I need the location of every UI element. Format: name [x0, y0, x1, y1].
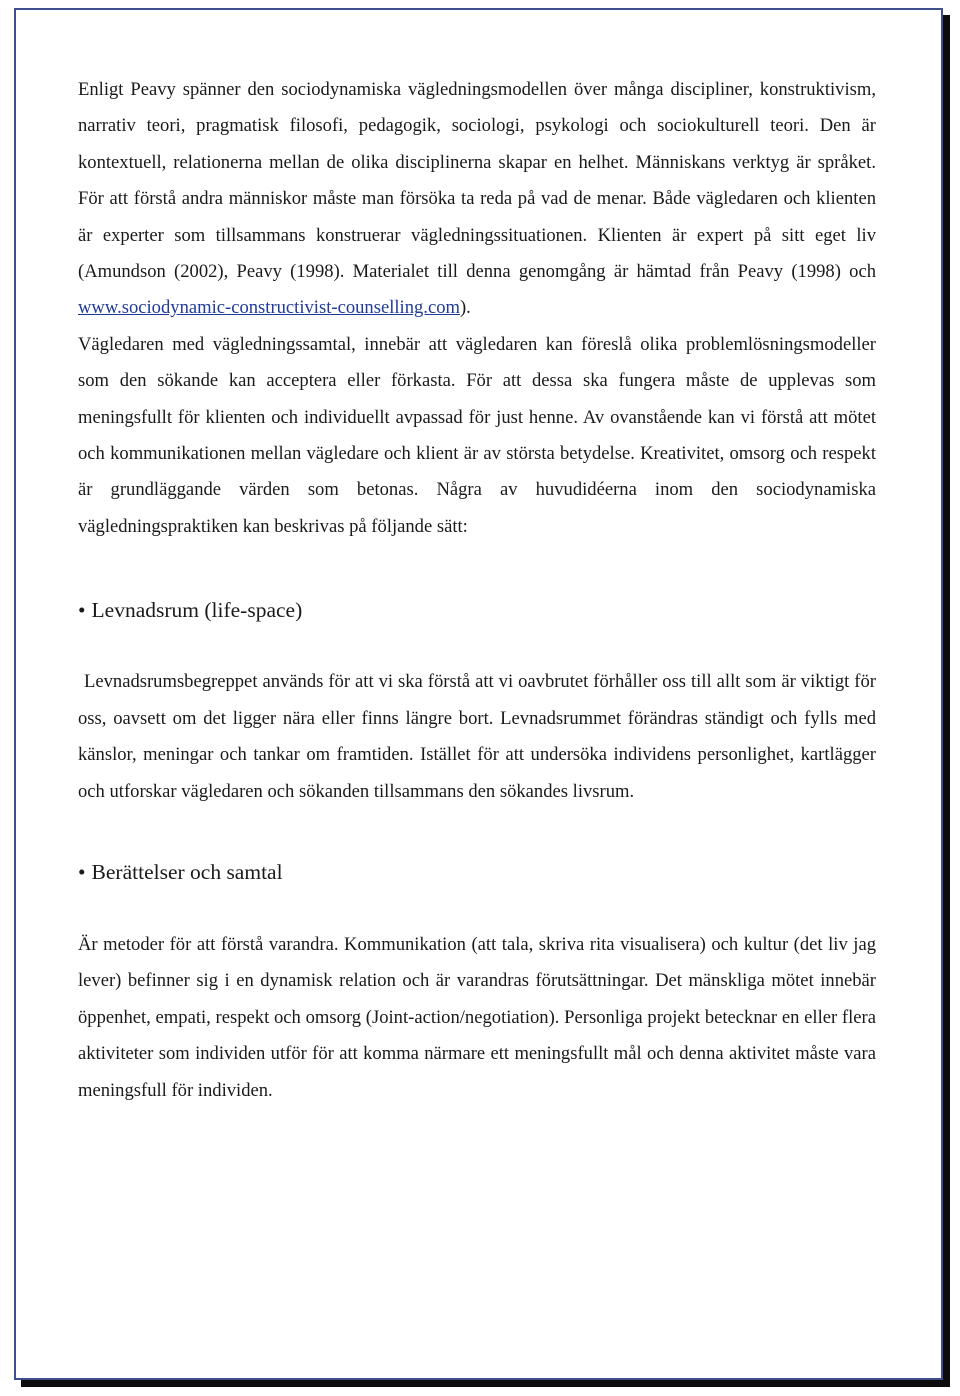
vagledaren-paragraph: Vägledaren med vägledningssamtal, innebär att vägledaren kan föreslå olika problemlösningsmodeller som den sökande kan acceptera eller förkasta. För att dessa ska fungera måste de upplevas som meningsfullt för klienten och individuellt avpassad för just henne. Av ovanstående kan vi förstå att mötet och kommunikationen mellan vägledare och klient är av största betydelse. Kreativitet, omsorg och respekt är grundläggande värden som betonas. Några av huvudidéerna inom den sociodynamiska vägledningspraktiken kan beskrivas på följande sätt: — [78, 333, 876, 537]
sociodynamic-link[interactable]: www.sociodynamic-constructivist-counselling.com — [78, 297, 460, 319]
bullet-icon: • — [78, 598, 86, 623]
intro-text: Enligt Peavy spänner den sociodynamiska vägledningsmodellen över många discipliner, konstruktivism, narrativ teori, pragmatisk filosofi, pedagogik, sociologi, psykologi och sociokulturell teori. Den är kontextuell, relationerna mellan de olika disciplinerna skapar en helhet. Människans verktyg är språket. För att förstå andra människor måste man försöka ta reda på vad de menar. Både vägledaren och klienten är experter som tillsammans konstruerar vägledningssituationen. Klienten är expert på sitt eget liv (Amundson (2002), Peavy (1998). Materialet till denna genomgång är hämtad från Peavy (1998) och — [78, 79, 876, 283]
levnadsrum-paragraph: Levnadsrumsbegreppet används för att vi ska förstå att vi oavbrutet förhåller oss till allt som är viktigt för oss, oavsett om det ligger nära eller finns längre bort. Levnadsrummet förändras ständigt och fylls med känslor, meningar och tankar om framtiden. Istället för att undersöka individens personlighet, kartlägger och utforskar vägledaren och sökanden tillsammans den sökandes livsrum. — [78, 671, 876, 802]
intro-paragraph — [78, 72, 876, 327]
section-heading-levnadsrum — [78, 595, 876, 625]
heading-text: Levnadsrum (life-space) — [91, 598, 303, 623]
berattelser-paragraph: Är metoder för att förstå varandra. Kommunikation (att tala, skriva rita visualisera) och kultur (det liv jag lever) befinner sig i en dynamisk relation och är varandras förutsättningar. Det mänskliga mötet innebär öppenhet, empati, respekt och omsorg (Joint-action/negotiation). Personliga projekt betecknar en eller flera aktiviteter som individen utför för att komma närmare ett meningsfullt mål och denna aktivitet måste vara meningsfull för individen. — [78, 933, 876, 1101]
document-body — [78, 72, 876, 1109]
bullet-icon: • — [78, 859, 86, 884]
section-heading-berattelser — [78, 857, 876, 887]
heading-text: Berättelser och samtal — [91, 859, 283, 884]
intro-text-end: ). — [459, 297, 471, 319]
